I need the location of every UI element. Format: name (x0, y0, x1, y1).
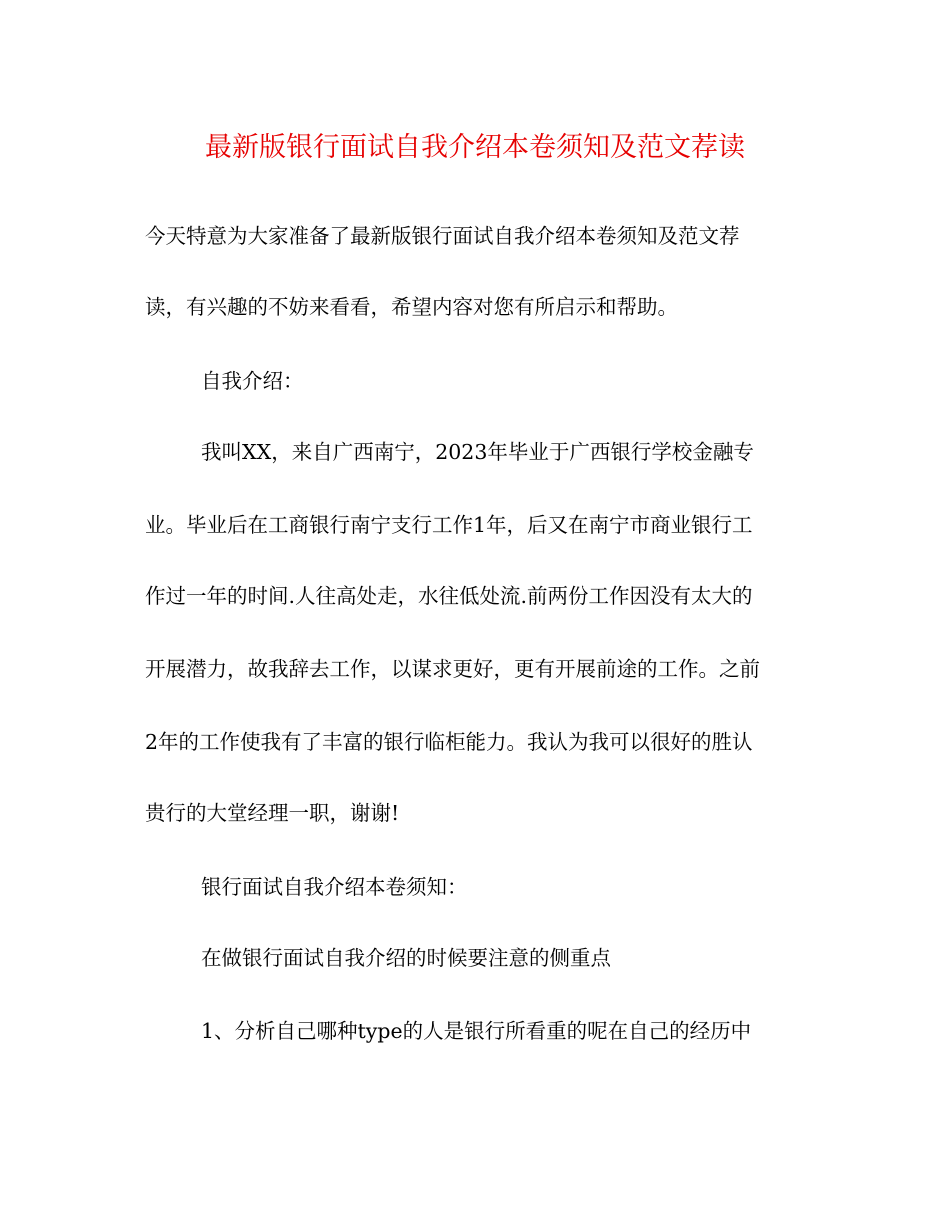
document-title: 最新版银行面试自我介绍本卷须知及范文荐读 (205, 132, 745, 163)
paragraph-line: 贵行的大堂经理一职，谢谢! (145, 801, 400, 825)
paragraph-line: 在做银行面试自我介绍的时候要注意的侧重点 (201, 946, 611, 970)
paragraph-line: 我叫XX，来自广西南宁，2023年毕业于广西银行学校金融专 (201, 440, 754, 464)
paragraph-line: 今天特意为大家准备了最新版银行面试自我介绍本卷须知及范文荐 (145, 224, 740, 248)
section-heading: 银行面试自我介绍本卷须知： (201, 875, 468, 899)
paragraph-line: 作过一年的时间.人往高处走，水往低处流.前两份工作因没有太大的 (145, 584, 753, 608)
section-heading: 自我介绍： (201, 369, 304, 393)
paragraph-line: 1、分析自己哪种type的人是银行所看重的呢在自己的经历中 (201, 1019, 752, 1043)
paragraph-line: 读，有兴趣的不妨来看看，希望内容对您有所启示和帮助。 (145, 295, 678, 319)
paragraph-line: 业。毕业后在工商银行南宁支行工作1年，后又在南宁市商业银行工 (145, 513, 753, 537)
paragraph-line: 开展潜力，故我辞去工作，以谋求更好，更有开展前途的工作。之前 (145, 657, 760, 681)
paragraph-line: 2年的工作使我有了丰富的银行临柜能力。我认为我可以很好的胜认 (145, 730, 753, 754)
